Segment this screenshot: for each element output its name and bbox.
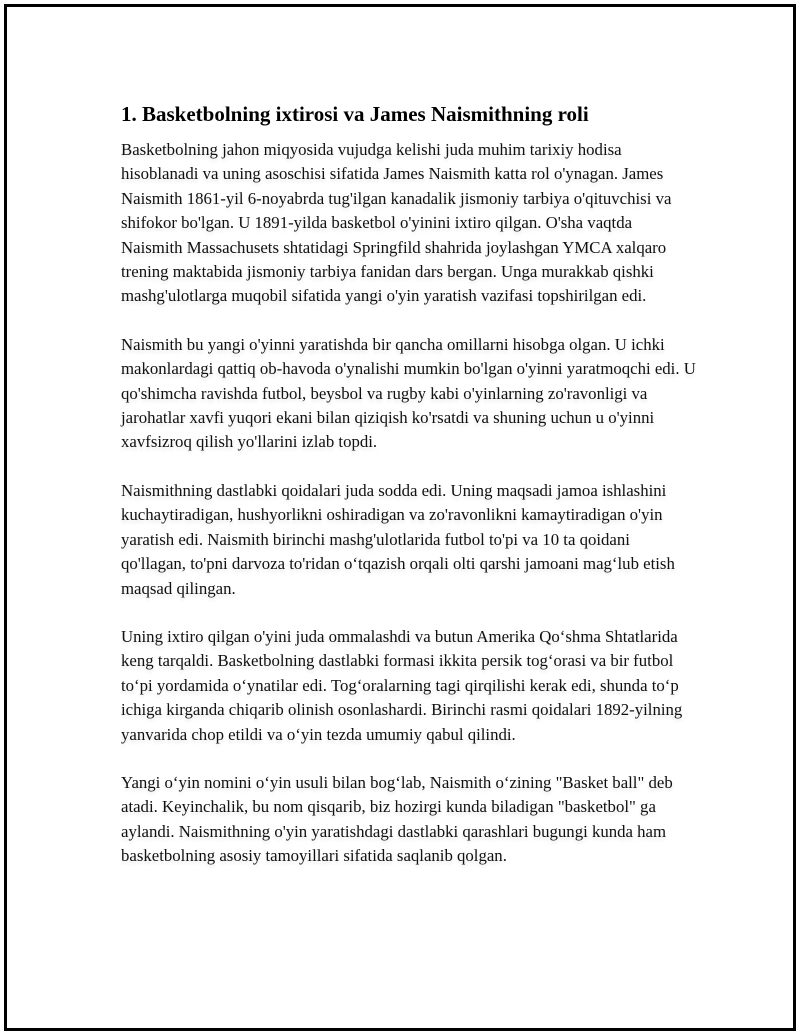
page-frame (4, 4, 796, 1031)
paragraph-1: Basketbolning jahon miqyosida vujudga kelishi juda muhim tarixiy hodisa hisoblanadi va uning asoschisi sifatida James Naismith katta rol o'ynagan. James Naismith 1861-yil 6-noyabrda tug'ilgan kanadalik jismoniy tarbiya o'qituvchisi va shifokor bo'lgan. U 1891-yilda basketbol o'yinini ixtiro qilgan. O'sha vaqtda Naismith Massachusets shtatidagi Springfild shahrida joylashgan YMCA xalqaro trening maktabida jismoniy tarbiya fanidan dars bergan. Unga murakkab qishki mashg'ulotlarga muqobil sifatida yangi o'yin yaratish vazifasi topshirilgan edi. (121, 140, 672, 306)
paragraph-5: Yangi o‘yin nomini o‘yin usuli bilan bog‘lab, Naismith o‘zining "Basket ball" deb atadi. Keyinchalik, bu nom qisqarib, biz hozirgi kunda biladigan "basketbol" ga aylandi. Naismithning o'yin yaratishdagi dastlabki qarashlari bugungi kunda ham basketbolning asosiy tamoyillari sifatida saqlanib qolgan. (121, 772, 673, 866)
document-body (121, 101, 697, 869)
paragraph-3: Naismithning dastlabki qoidalari juda sodda edi. Uning maqsadi jamoa ishlashini kuchaytiradigan, hushyorlikni oshiradigan va zo'ravonlikni kamaytiradigan o'yin yaratish edi. Naismith birinchi mashg'ulotlarida futbol to'pi va 10 ta qoidani qo'llagan, to'pni darvoza to'ridan o‘tqazish orqali olti qarshi jamoani mag‘lub etish maqsad qilingan. (121, 480, 675, 598)
section-heading: 1. Basketbolning ixtirosi va James Naismithning roli (121, 102, 589, 126)
paragraph-2: Naismith bu yangi o'yinni yaratishda bir qancha omillarni hisobga olgan. U ichki makonlardagi qattiq ob-havoda o'ynalishi mumkin bo'lgan o'yinni yaratmoqchi edi. U qo'shimcha ravishda futbol, beysbol va rugby kabi o'yinlarning zo'ravonligi va jarohatlar xavfi yuqori ekani bilan qiziqish ko'rsatdi va shuning uchun u o'yinni xavfsizroq qilish yo'llarini izlab topdi. (121, 334, 696, 452)
paragraph-4: Uning ixtiro qilgan o'yini juda ommalashdi va butun Amerika Qo‘shma Shtatlarida keng tarqaldi. Basketbolning dastlabki formasi ikkita persik tog‘orasi va bir futbol to‘pi yordamida o‘ynatilar edi. Tog‘oralarning tagi qirqilishi kerak edi, shunda to‘p ichiga kirganda chiqarib olinish osonlashardi. Birinchi rasmi qoidalari 1892-yilning yanvarida chop etildi va o‘yin tezda umumiy qabul qilindi. (121, 626, 683, 744)
